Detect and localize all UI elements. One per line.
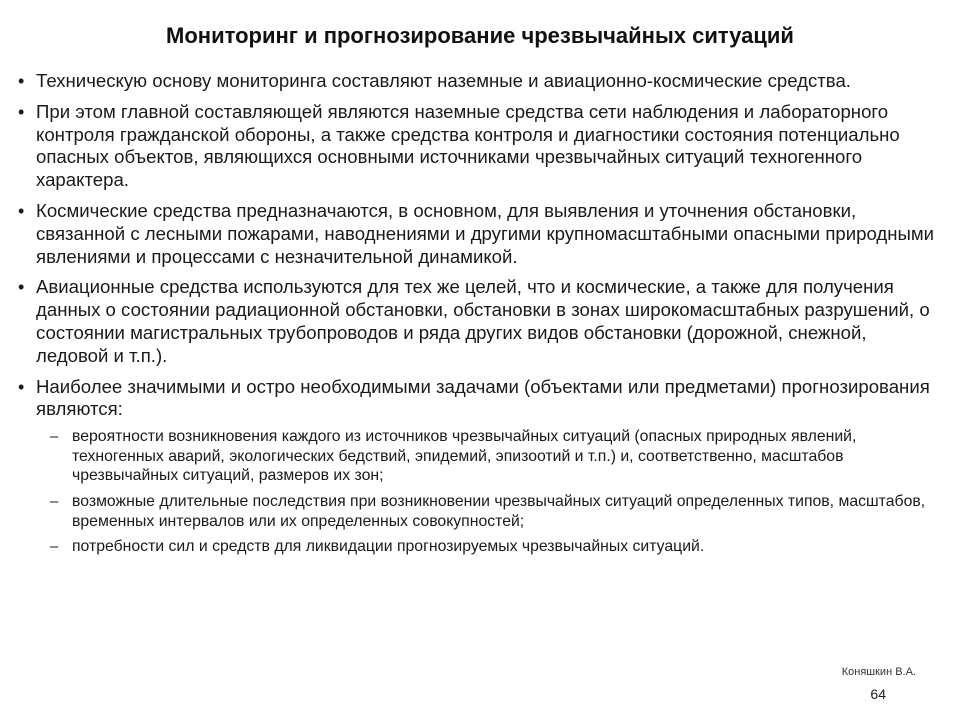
page-number: 64 xyxy=(870,686,886,702)
sub-item: – вероятности возникновения каждого из источников чрезвычайных ситуаций (опасных природных явлений, техногенных аварий, экологических бедствий, эпидемий, эпизоотий и т.п.) и, соответственно, масштабов чрезвычайных ситуаций, размеров их зон; xyxy=(50,427,938,486)
bullet-item-text: Наиболее значимыми и остро необходимыми задачами (объектами или предметами) прогнозирования являются: xyxy=(36,375,930,420)
bullet-item: • Космические средства предназначаются, в основном, для выявления и уточнения обстановки, связанной с лесными пожарами, наводнениями и другими крупномасштабными опасными природными явлениями и процессами с незначительной динамикой. xyxy=(18,200,938,268)
sub-item: – возможные длительные последствия при возникновении чрезвычайных ситуаций определенных типов, масштабов, временных интервалов или их определенных совокупностей; xyxy=(50,492,938,531)
slide-title: Мониторинг и прогнозирование чрезвычайных ситуаций xyxy=(166,23,794,48)
sub-list xyxy=(36,427,938,557)
bullet-item: • При этом главной составляющей являются наземные средства сети наблюдения и лабораторного контроля гражданской обороны, а также средства контроля и диагностики состояния потенциально опасных объектов, являющихся основными источниками чрезвычайных ситуаций техногенного характера. xyxy=(18,101,938,192)
sub-item: – потребности сил и средств для ликвидации прогнозируемых чрезвычайных ситуаций. xyxy=(50,537,938,557)
author-label: Коняшкин В.А. xyxy=(841,666,916,678)
bullet-item-with-subitems xyxy=(18,376,938,557)
bullet-item: • Авиационные средства используются для тех же целей, что и космические, а также для получения данных о состоянии радиационной обстановки, обстановки в зонах широкомасштабных разрушений, о состоянии магистральных трубопроводов и ряда других видов обстановки (дорожной, снежной, ледовой и т.п.). xyxy=(18,276,938,367)
bullet-list xyxy=(18,70,938,565)
bullet-item: • Техническую основу мониторинга составляют наземные и авиационно-космические средства. xyxy=(18,70,938,93)
